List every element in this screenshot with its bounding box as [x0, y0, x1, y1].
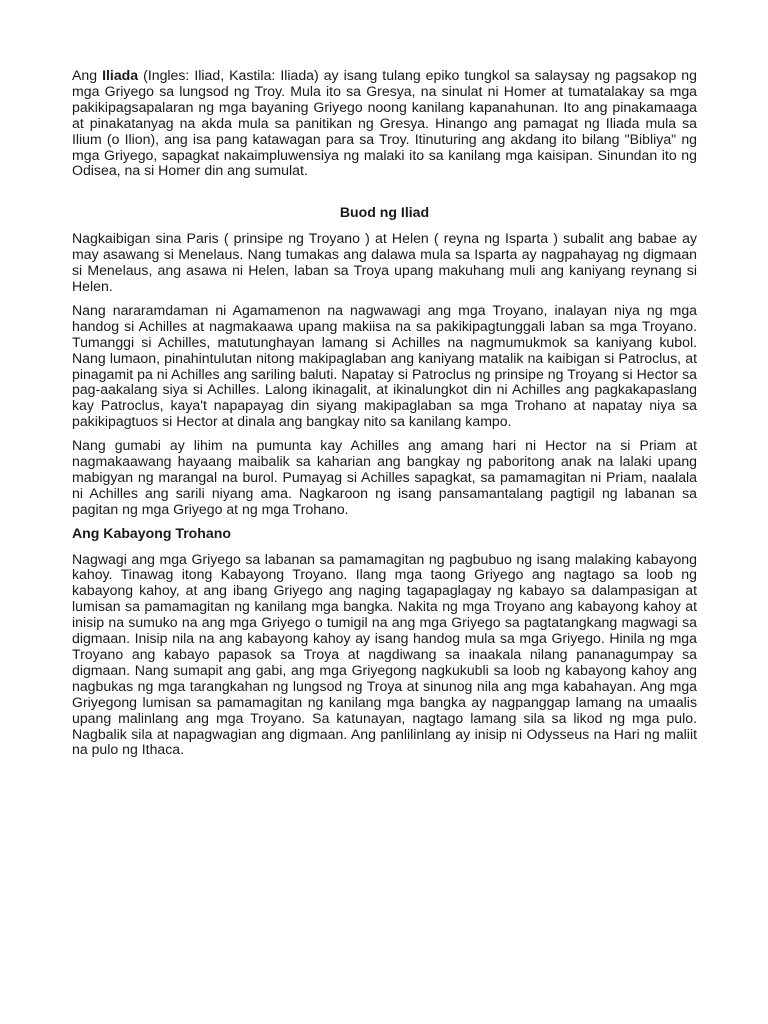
intro-bold-term: Iliada	[102, 67, 139, 83]
summary-paragraph-1: Nagkaibigan sina Paris ( prinsipe ng Troyano ) at Helen ( reyna ng Isparta ) subalit ang babae ay may asawang si Menelaus. Nang tumakas ang dalawa mula sa Isparta ay nagpahayag ng digmaan si Menelaus, ang asawa ni Helen, laban sa Troya upang makuhang muli ang kaniyang reynang si Helen.	[72, 230, 697, 294]
section-heading-kabayong-trohano: Ang Kabayong Trohano	[72, 524, 231, 541]
intro-paragraph	[72, 68, 697, 179]
trojan-horse-paragraph: Nagwagi ang mga Griyego sa labanan sa pamamagitan ng pagbubuo ng isang malaking kabayong kahoy. Tinawag itong Kabayong Troyano. Ilang mga taong Griyego ang nagtago sa loob ng kabayong kahoy, at ang ibang Griyego ang naging tagapaglagay ng kabayo sa dalampasigan at lumisan sa pamamagitan ng kanilang mga bangka. Nakita ng mga Troyano ang kabayong kahoy at inisip na sumuko na ang mga Griyego o tumigil na ang mga Griyego sa pagtatangkang magwagi sa digmaan. Inisip nila na ang kabayong kahoy ay isang handog mula sa mga Griyego. Hinila ng mga Troyano ang kabayo papasok sa Troya at nagdiwang sa inaakala nilang pananagumpay sa digmaan. Nang sumapit ang gabi, ang mga Griyegong nagkukubli sa loob ng kabayong kahoy ang nagbukas ng mga tarangkahan ng lungsod ng Troya at sinunog nila ang mga kabahayan. Ang mga Griyegong lumisan sa pamamagitan ng kanilang mga bangka ay nagpanggap lamang na umaalis upang malinlang ang mga Troyano. Sa katunayan, nagtago lamang sila sa likod ng mga pulo. Nagbalik sila at napagwagian ang digmaan. Ang panlilinlang ay inisip ni Odysseus na Hari ng maliit na pulo ng Ithaca.	[72, 550, 697, 758]
intro-text: (Ingles: Iliad, Kastila: Iliada) ay isang tulang epiko tungkol sa salaysay ng pagsakop ng mga Griyego sa lungsod ng Troy. Mula ito sa Gresya, na sinulat ni Homer at tumatalakay sa mga pakikipagsapalaran ng mga bayaning Griyego noong kanilang kapanahunan. Ito ang pinakamaaga at pinakatanyag na akda mula sa panitikan ng Gresya. Hinango ang pamagat ng Iliada mula sa Ilium (o Ilion), ang isa pang katawagan para sa Troy. Itinuturing ang akdang ito bilang "Bibliya" ng mga Griyego, sapagkat nakaimpluwensiya ng malaki ito sa kanilang mga kaisipan. Sinundan ito ng Odisea, na si Homer din ang sumulat.	[72, 67, 697, 179]
summary-paragraph-2: Nang nararamdaman ni Agamamenon na nagwawagi ang mga Troyano, inalayan niya ng mga handog si Achilles at nagmakaawa upang makiisa na sa pakikipagtunggali laban sa mga Troyano. Tumanggi si Achilles, matutunghayan lamang si Achilles na nagmumukmok sa kaniyang kubol. Nang lumaon, pinahintulutan nitong makipaglaban ang kaniyang matalik na kaibigan si Patroclus, at pinagamit pa ni Achilles ang sariling baluti. Napatay si Patroclus ng prinsipe ng Troyang si Hector sa pag-aakalang siya si Achilles. Lalong ikinagalit, at ikinalungkot din ni Achilles ang pagkakapaslang kay Patroclus, kaya't napapayag din siyang makipaglaban sa mga Trohano at napatay niya sa pakikipagtuos si Hector at dinala ang bangkay nito sa kanilang kampo.	[72, 301, 697, 430]
intro-lead: Ang	[72, 67, 103, 83]
section-heading-buod: Buod ng Iliad	[339, 204, 430, 221]
summary-paragraph-3: Nang gumabi ay lihim na pumunta kay Achilles ang amang hari ni Hector na si Priam at nagmakaawang hayaang maibalik sa kaharian ang bangkay ng paboritong anak na lalaki upang mabigyan ng marangal na burol. Pumayag si Achilles sapagkat, sa pamamagitan ni Priam, naalala ni Achilles ang sarili niyang ama. Nagkaroon ng isang pansamantalang pagtigil ng labanan sa pagitan ng mga Griyego at ng mga Trohano.	[72, 437, 697, 517]
document-page	[72, 68, 697, 766]
